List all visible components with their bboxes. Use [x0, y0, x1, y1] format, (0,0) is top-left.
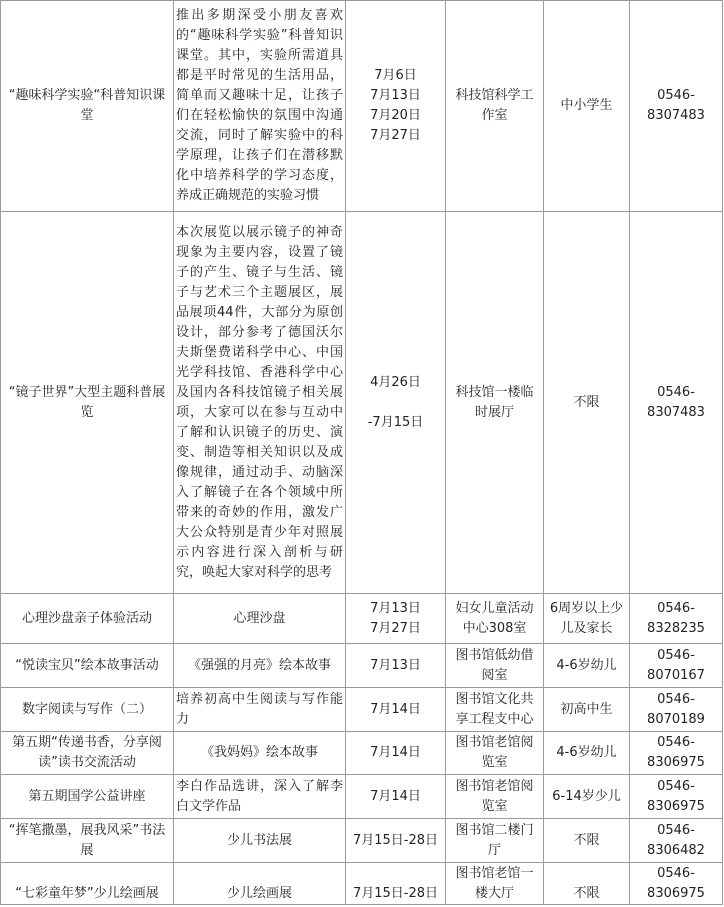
activity-audience: 不限 [544, 212, 630, 594]
activity-audience: 不限 [544, 863, 630, 905]
phone-prefix: 0546- [657, 600, 695, 616]
date-line: 7月14日 [370, 701, 421, 717]
date-line: 7月15日-28日 [352, 832, 439, 848]
contact-phone [630, 732, 723, 775]
phone-prefix: 0546- [657, 866, 695, 881]
activity-name: “镜子世界”大型主题科普展览 [1, 212, 174, 594]
date-line: 7月13日 [370, 88, 421, 103]
activity-dates [346, 644, 446, 688]
date-line: 7月14日 [370, 745, 421, 760]
table-row [1, 212, 723, 594]
activity-description: 少儿绘画展 [174, 863, 346, 905]
activity-audience: 4-6岁幼儿 [544, 732, 630, 775]
activity-description: 本次展览以展示镜子的神奇现象为主要内容，设置了镜子的产生、镜子与生活、镜子与艺术三个主题展区，展品展项44件，大部分为原创设计，部分参考了德国沃尔夫斯堡费诺科学中心、中国光学科技馆、香港科学中心及国内各科技馆镜子相关展项，大家可以在参与互动中了解和认识镜子的历史、演变、制造等相关知识以及成像规律，通过动手、动脑深入了解镜子在各个领域中所带来的奇妙的作用，激发广大公众特别是青少年对照展示内容进行深入剖析与研究，唤起大家对科学的思考 [174, 212, 346, 594]
activity-name: 第五期国学公益讲座 [1, 775, 174, 819]
date-line: 7月15日-28日 [352, 886, 439, 901]
activity-name: “七彩童年梦”少儿绘画展 [1, 863, 174, 905]
phone-number: 8307483 [647, 108, 705, 123]
phone-number: 8306975 [647, 798, 705, 814]
activity-audience: 中小学生 [544, 1, 630, 212]
phone-prefix: 0546- [657, 647, 695, 663]
activity-description: 培养初高中生阅读与写作能力 [174, 688, 346, 732]
activity-dates [346, 594, 446, 644]
date-line: 7月13日 [370, 600, 421, 616]
contact-phone [630, 644, 723, 688]
activity-dates [346, 732, 446, 775]
phone-number: 8328235 [647, 620, 705, 636]
date-line: 7月20日 [370, 108, 421, 123]
activity-dates [346, 688, 446, 732]
activity-location: 科技馆科学工作室 [446, 1, 544, 212]
activity-name: “悦读宝贝”绘本故事活动 [1, 644, 174, 688]
table-row [1, 644, 723, 688]
phone-prefix: 0546- [657, 691, 695, 707]
contact-phone [630, 819, 723, 863]
phone-number: 8070167 [647, 667, 705, 683]
activity-name: 心理沙盘亲子体验活动 [1, 594, 174, 644]
activity-audience: 不限 [544, 819, 630, 863]
phone-prefix: 0546- [657, 88, 695, 103]
date-line: -7月15日 [367, 414, 424, 430]
activity-dates [346, 212, 446, 594]
activity-dates [346, 863, 446, 905]
activity-description: 少儿书法展 [174, 819, 346, 863]
phone-number: 8307483 [647, 404, 705, 420]
phone-number: 8306975 [647, 886, 705, 901]
contact-phone [630, 594, 723, 644]
activity-location: 妇女儿童活动中心308室 [446, 594, 544, 644]
activity-location: 图书馆低幼借阅室 [446, 644, 544, 688]
phone-prefix: 0546- [657, 822, 695, 838]
date-line: 7月27日 [370, 620, 421, 636]
contact-phone [630, 688, 723, 732]
activity-dates [346, 775, 446, 819]
activity-location: 图书馆二楼门厅 [446, 819, 544, 863]
contact-phone [630, 863, 723, 905]
activity-name: “趣味科学实验“科普知识课堂 [1, 1, 174, 212]
activity-location: 科技馆一楼临时展厅 [446, 212, 544, 594]
activity-dates [346, 819, 446, 863]
table-row [1, 688, 723, 732]
contact-phone [630, 775, 723, 819]
date-line: 7月6日 [374, 68, 417, 83]
activity-dates [346, 1, 446, 212]
phone-prefix: 0546- [657, 778, 695, 794]
phone-number: 8306482 [647, 842, 705, 858]
activity-location: 图书馆老馆一楼大厅 [446, 863, 544, 905]
contact-phone [630, 212, 723, 594]
activity-name: “挥笔撒墨，展我风采”书法展 [1, 819, 174, 863]
activity-description: 《强强的月亮》绘本故事 [174, 644, 346, 688]
activity-name: 数字阅读与写作（二） [1, 688, 174, 732]
activity-audience: 6-14岁少儿 [544, 775, 630, 819]
phone-prefix: 0546- [657, 735, 695, 750]
activity-description: 心理沙盘 [174, 594, 346, 644]
activity-description: 《我妈妈》绘本故事 [174, 732, 346, 775]
table-row [1, 863, 723, 905]
activity-name: 第五期“传递书香，分享阅读”读书交流活动 [1, 732, 174, 775]
table-row [1, 1, 723, 212]
activity-location: 图书馆老馆阅览室 [446, 732, 544, 775]
contact-phone [630, 1, 723, 212]
date-line: 7月14日 [370, 788, 421, 804]
phone-number: 8070189 [647, 711, 705, 727]
activity-location: 图书馆老馆阅览室 [446, 775, 544, 819]
date-line: 7月27日 [370, 128, 421, 143]
activity-description: 推出多期深受小朋友喜欢的“趣味科学实验”科普知识课堂。其中，实验所需道具都是平时常见的生活用品，简单而又趣味十足，让孩子们在轻松愉快的氛围中沟通交流，同时了解实验中的科学原理，让孩子们在潜移默化中培养科学的学习态度，养成正确规范的实验习惯 [174, 1, 346, 212]
activity-location: 图书馆文化共享工程支中心 [446, 688, 544, 732]
table-row [1, 819, 723, 863]
activity-audience: 6周岁以上少儿及家长 [544, 594, 630, 644]
phone-prefix: 0546- [657, 384, 695, 400]
table-row [1, 594, 723, 644]
activity-audience: 初高中生 [544, 688, 630, 732]
table-row [1, 775, 723, 819]
phone-number: 8306975 [647, 755, 705, 770]
table-row [1, 732, 723, 775]
activity-description: 李白作品选讲，深入了解李白文学作品 [174, 775, 346, 819]
activity-audience: 4-6岁幼儿 [544, 644, 630, 688]
date-line: 7月13日 [370, 657, 421, 673]
date-line: 4月26日 [370, 374, 421, 390]
